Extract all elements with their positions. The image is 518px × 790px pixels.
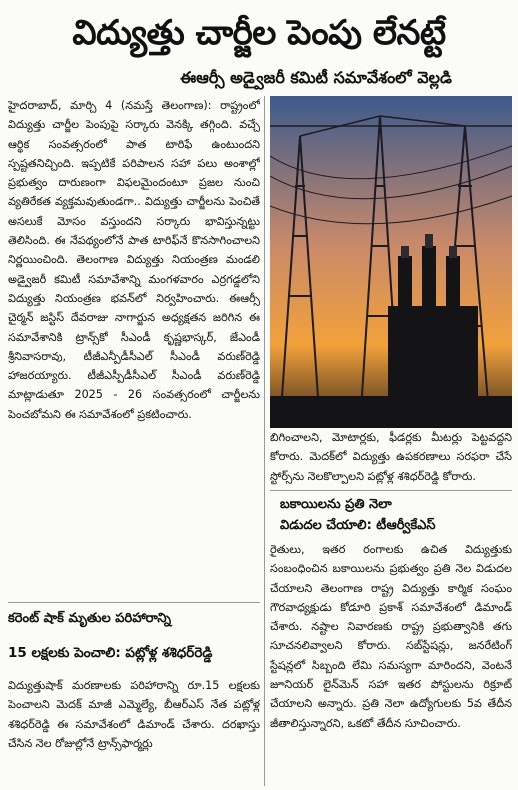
article-paragraph: హైదరాబాద్, మార్చి 4 (నమస్తే తెలంగాణ): రాష్ట్రంలో విద్యుత్తు చార్జీల పెంపుపై సర్కారు వెనక్కి తగ్గింది. వచ్చే ఆర్థిక సంవత్సరంలో పాత టారిఫే ఉంటుందని స్పష్టతనిచ్చింది. ఇప్పటికే పరిపాలన సహా పలు అంశాల్లో ప్రభుత్వం దారుణంగా విఫలమైందంటూ ప్రజల నుంచి వ్యతిరేకత వ్యక్తమవుతుండగా.. విద్యుత్తు చార్జీలను పెంచితే అసలుకే మోసం వస్తుందని సర్కారు భావిస్తున్నట్టు తెలిసింది. ఈ నేపథ్యంలోనే పాత టారిఫ్‌నే కొనసాగించాలని నిర్ణయించింది. తెలంగాణ విద్యుత్తు నియంత్రణ మండలి అడ్వైజరీ కమిటీ సమావేశాన్ని మంగళవారం ఎర్రగడ్డలోని విద్యుత్తు నియంత్రణ భవన్‌లో నిర్వహించారు. ఈఆర్సీ చైర్మన్ జస్టిస్ దేవరాజు నాగార్జున అధ్యక్షతన జరిగిన ఈ సమావేశానికి ట్రాన్స్‌కో సీఎండీ కృష్ణభాస్కర్, జేఎండీ శ్రీనివాసరావు, టీజీఎన్పీడీసీఎల్ సీఎండీ వరుణ్‌రెడ్డి హాజరయ్యారు. టీజీఎస్పీడీసీఎల్ సీఎండీ వరుణ్‌రెడ్డి మాట్లాడుతూ 2025 - 26 సంవత్సరంలో చార్జీలను పెంచబోమని ఈ సమావేశంలో ప్రకటించారు. bbox=[8, 99, 260, 421]
subheadline: ఈఆర్సీ అడ్వైజరీ కమిటీ సమావేశంలో వెల్లడి bbox=[180, 68, 452, 87]
column-divider bbox=[264, 96, 265, 786]
article-paragraph: బిగించాలని, మోటార్లకు, ఫీడర్లకు మీటర్లు పెట్టవద్దని కోరారు. మెదక్‌లో విద్యుత్తు ఉపకరణాలు సరఫరా చేసే స్టోర్స్‌ను నెలకొల్పాలని పట్లోళ్ల శశిధర్‌రెడ్డి కోరారు. bbox=[270, 431, 512, 483]
power-substation-photo bbox=[270, 96, 512, 428]
article-paragraph: విద్యుత్తుషాక్ మరణాలకు పరిహారాన్ని రూ.15 లక్షలకు పెంచాలని మెదక్ మాజీ ఎమ్మెల్యే, బీఆర్ఎస్ నేత పట్లోళ్ల శశిధర్‌రెడ్డి ఈ సమావేశంలో డిమాండ్ చేశారు. దరఖాస్తు చేసిన నెల రోజుల్లోనే ట్రాన్స్‌ఫార్మర్లు bbox=[8, 679, 260, 750]
section-divider bbox=[270, 490, 512, 491]
article-body-right-top bbox=[270, 428, 512, 488]
section-heading: విడుదల చేయాలి: టీఆర్వీకేఎస్ bbox=[280, 518, 436, 533]
article-body-left bbox=[8, 96, 260, 596]
section-heading: 15 లక్షలకు పెంచాలి: పట్లోళ్ల శశిధర్‌రెడ్డి bbox=[8, 645, 213, 661]
article-body-left-bottom bbox=[8, 676, 260, 786]
section-heading: బకాయిలను ప్రతి నెలా bbox=[280, 497, 392, 512]
headline: విద్యుత్తు చార్జీల పెంపు లేనట్టే bbox=[72, 13, 446, 53]
article-body-right-bottom bbox=[270, 540, 512, 785]
article-paragraph: రైతులు, ఇతర రంగాలకు ఉచిత విద్యుత్తుకు సంబంధించిన బకాయిలను ప్రభుత్వం ప్రతి నెల విడుదల చేయాలని తెలంగాణ రాష్ట్ర విద్యుత్తు కార్మిక సంఘం గౌరవాధ్యక్షుడు కోడూరి ప్రకాశ్ సమావేశంలో డిమాండ్ చేశారు. నష్టాల నివారణకు రాష్ట్ర ప్రభుత్వానికి తగు సూచనలివ్వాలని కోరారు. సబ్‌స్టేషన్లు, జనరేటింగ్ స్టేషన్లలో సిబ్బంది లేమి సమస్యగా మారిందని, వెంటనే జూనియర్ లైన్‌మెన్ సహా ఇతర పోస్టులను రిక్రూట్ చేయాలని అన్నారు. ప్రతి నెలా ఉద్యోగులకు 5వ తేదీన జీతాలిస్తున్నారని, ఒకటో తేదీన సూచించారు. bbox=[270, 543, 512, 730]
substation-illustration bbox=[270, 96, 512, 428]
section-divider bbox=[8, 602, 260, 603]
section-heading: కరెంట్ షాక్ మృతుల పరిహారాన్ని bbox=[8, 611, 171, 626]
